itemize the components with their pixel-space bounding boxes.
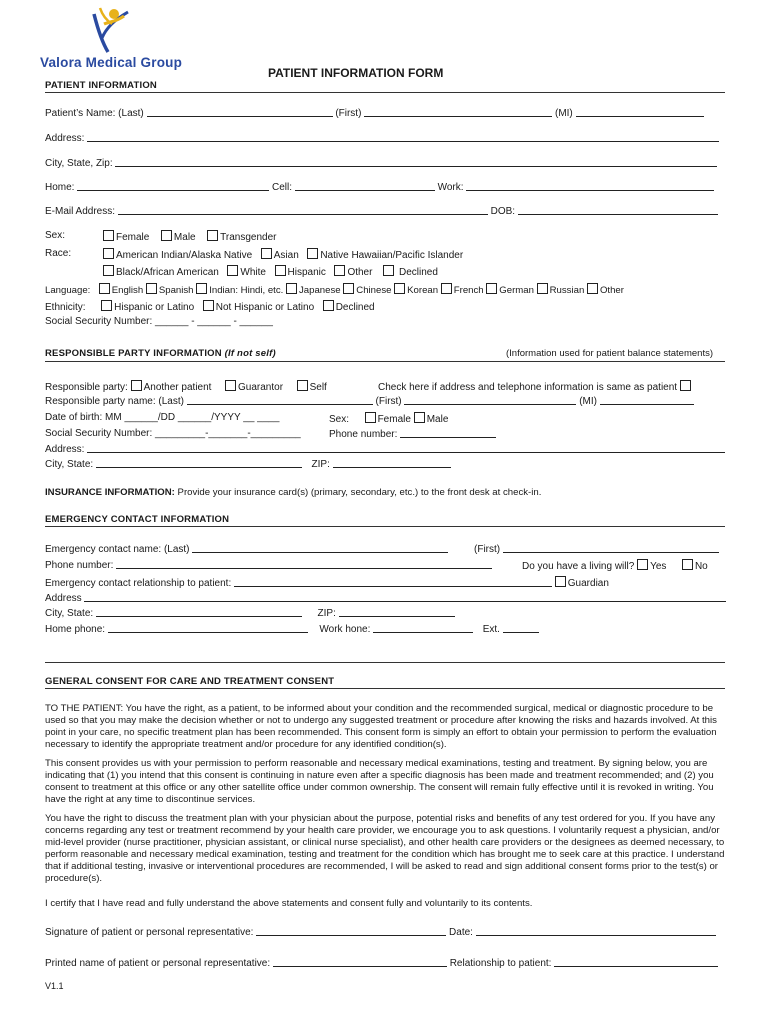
sex-male-checkbox[interactable] <box>161 230 172 241</box>
divider <box>45 662 725 663</box>
divider <box>45 92 725 93</box>
ec-address-label: Address <box>45 593 82 604</box>
language-korean-checkbox[interactable] <box>394 283 405 294</box>
address-label: Address: <box>45 133 85 144</box>
signature-label: Signature of patient or personal representative: <box>45 927 254 938</box>
ethnicity-declined-checkbox[interactable] <box>323 300 334 311</box>
version-label: V1.1 <box>45 981 64 991</box>
form-title: PATIENT INFORMATION FORM <box>268 66 444 80</box>
guardian-label: Guardian <box>567 578 609 589</box>
rp-sex-male-checkbox[interactable] <box>414 412 425 423</box>
ec-phone-field[interactable] <box>116 559 492 569</box>
patient-first-name-field[interactable] <box>364 107 552 117</box>
rp-sex-option-label: Male <box>426 414 449 425</box>
living-will-label: Do you have a living will? <box>522 561 635 572</box>
race-white-checkbox[interactable] <box>227 265 238 276</box>
party-self-checkbox[interactable] <box>297 380 308 391</box>
patient-mi-label: (MI) <box>554 108 573 119</box>
responsible-party-heading-note: (If not self) <box>224 348 276 359</box>
ec-work-phone-label: Work hone: <box>319 624 371 635</box>
rp-sex-label: Sex: <box>329 414 350 425</box>
language-other-checkbox[interactable] <box>587 283 598 294</box>
emergency-heading: EMERGENCY CONTACT INFORMATION <box>45 514 230 525</box>
ec-name-label: Emergency contact name: (Last) <box>45 544 190 555</box>
ethnicity-option-label: Not Hispanic or Latino <box>215 302 315 313</box>
sex-option-label: Female <box>116 232 150 243</box>
ec-ext-field[interactable] <box>503 623 539 633</box>
cell-phone-field[interactable] <box>295 181 435 191</box>
patient-info-heading: PATIENT INFORMATION <box>45 80 157 91</box>
language-option-label: German <box>499 285 534 296</box>
ethnicity-option-label: Declined <box>335 302 375 313</box>
ec-home-phone-label: Home phone: <box>45 624 106 635</box>
race-option-label: Black/African American <box>116 267 219 278</box>
divider <box>45 688 725 689</box>
living-will-option-label: No <box>694 561 708 572</box>
living-will-option-label: Yes <box>650 561 667 572</box>
rp-phone-field[interactable] <box>400 428 496 438</box>
language-option-label: English <box>111 285 144 296</box>
rp-first-label: (First) <box>375 396 402 407</box>
ec-zip-field[interactable] <box>339 607 455 617</box>
party-another-patient-checkbox[interactable] <box>131 380 142 391</box>
ec-first-label: (First) <box>474 544 501 555</box>
rp-ssn-field[interactable]: Social Security Number: _________-_______-_________ <box>45 428 301 439</box>
rp-city-field[interactable] <box>96 458 302 468</box>
ec-city-label: City, State: <box>45 608 94 619</box>
rp-address-field[interactable] <box>87 443 725 453</box>
patient-name-row <box>45 107 704 120</box>
signature-field[interactable] <box>256 926 446 936</box>
home-phone-label: Home: <box>45 182 75 193</box>
race-label: Race: <box>45 248 72 259</box>
rp-dob-field[interactable]: Date of birth: MM ______/DD ______/YYYY __ ____ <box>45 412 280 423</box>
ec-relationship-field[interactable] <box>234 577 552 587</box>
responsible-party-heading: RESPONSIBLE PARTY INFORMATION (If not self) <box>45 348 276 359</box>
ec-home-phone-field[interactable] <box>108 623 308 633</box>
race-option-label: Asian <box>273 250 299 261</box>
language-russian-checkbox[interactable] <box>537 283 548 294</box>
race-option-label: American Indian/Alaska Native <box>116 250 253 261</box>
city-state-zip-label: City, State, Zip: <box>45 158 113 169</box>
language-option-label: Korean <box>407 285 439 296</box>
language-english-checkbox[interactable] <box>99 283 110 294</box>
rp-mi-label: (MI) <box>579 396 597 407</box>
ec-address-field[interactable] <box>84 592 726 602</box>
ssn-label: Social Security Number: <box>45 316 153 327</box>
relationship-label: Relationship to patient: <box>449 958 552 969</box>
language-option-label: Russian <box>549 285 585 296</box>
race-option-label: Other <box>347 267 373 278</box>
sex-transgender-checkbox[interactable] <box>207 230 218 241</box>
party-option-label: Another patient <box>143 382 212 393</box>
party-option-label: Self <box>309 382 327 393</box>
ec-phone-label: Phone number: <box>45 560 114 571</box>
same-address-label: Check here if address and telephone information is same as patient <box>378 382 678 393</box>
work-phone-field[interactable] <box>466 181 714 191</box>
ec-work-phone-field[interactable] <box>373 623 473 633</box>
ssn-field[interactable]: ______ - ______ - ______ <box>155 316 273 327</box>
patient-name-label: Patient’s Name: (Last) <box>45 108 144 119</box>
language-label: Language: <box>45 285 91 296</box>
ethnicity-not-hispanic-checkbox[interactable] <box>203 300 214 311</box>
rp-name-label: Responsible party name: (Last) <box>45 396 184 407</box>
ec-ext-label: Ext. <box>482 624 500 635</box>
rp-phone-label: Phone number: <box>329 429 398 440</box>
language-chinese-checkbox[interactable] <box>343 283 354 294</box>
language-japanese-checkbox[interactable] <box>286 283 297 294</box>
work-phone-label: Work: <box>437 182 464 193</box>
city-state-zip-field[interactable] <box>115 157 717 167</box>
race-option-label: White <box>240 267 266 278</box>
race-declined-checkbox[interactable] <box>383 265 394 276</box>
sex-option-label: Male <box>173 232 196 243</box>
date-field[interactable] <box>476 926 716 936</box>
divider <box>45 526 725 527</box>
race-black-checkbox[interactable] <box>103 265 114 276</box>
rp-zip-field[interactable] <box>333 458 451 468</box>
race-american-indian-checkbox[interactable] <box>103 248 114 259</box>
ec-first-name-field[interactable] <box>503 543 719 553</box>
sex-label: Sex: <box>45 230 66 241</box>
ec-zip-label: ZIP: <box>317 608 336 619</box>
rp-last-name-field[interactable] <box>187 395 373 405</box>
race-asian-checkbox[interactable] <box>261 248 272 259</box>
patient-mi-field[interactable] <box>576 107 704 117</box>
valora-figure-logo-icon <box>88 4 132 54</box>
printed-name-label: Printed name of patient or personal representative: <box>45 958 271 969</box>
same-address-checkbox[interactable] <box>680 380 691 391</box>
language-option-label: French <box>453 285 484 296</box>
ethnicity-label: Ethnicity: <box>45 302 86 313</box>
race-hispanic-checkbox[interactable] <box>275 265 286 276</box>
consent-paragraph-2: This consent provides us with your permission to perform reasonable and necessary medical examinations, testing and treatment. By signing below, you are indicating that (1) you intend that this consent is continuing in nature even after a specific diagnosis has been made and treatment recommended; and (2) you consent to treatment at this office or any other satellite office under common ownership. The consent will remain fully effective until it is revoked in writing. You have the right at any time to discontinue services. <box>45 758 714 805</box>
patient-first-label: (First) <box>335 108 362 119</box>
language-spanish-checkbox[interactable] <box>146 283 157 294</box>
language-option-label: Other <box>599 285 624 296</box>
date-label: Date: <box>449 927 473 938</box>
address-field[interactable] <box>87 132 719 142</box>
living-will-no-checkbox[interactable] <box>682 559 693 570</box>
rp-first-name-field[interactable] <box>404 395 576 405</box>
party-guarantor-checkbox[interactable] <box>225 380 236 391</box>
consent-paragraph-3: You have the right to discuss the treatment plan with your physician about the purpose, potential risks and benefits of any test ordered for you. If you have any concerns regarding any test or treatment recommend by your health care provider, we encourage you to ask questions. I voluntarily request a physician, and/or mid-level provider (nurse practitioner, physician assistant, or clinical nurse specialist), and other health care providers or the designees as deemed necessary, to perform reasonable and necessary medical examination, testing and treatment for the condition which has brought me to seek care at this practice. I understand that if additional testing, invasive or interventional procedures are recommended, I will be asked to read and sign additional consent forms prior to the test(s) or procedure(s). <box>45 813 725 884</box>
party-option-label: Guarantor <box>238 382 284 393</box>
printed-name-field[interactable] <box>273 957 447 967</box>
dob-field[interactable] <box>518 205 718 215</box>
email-field[interactable] <box>118 205 488 215</box>
rp-zip-label: ZIP: <box>311 459 330 470</box>
rp-sex-option-label: Female <box>377 414 411 425</box>
rp-city-label: City, State: <box>45 459 94 470</box>
race-option-label: Native Hawaiian/Pacific Islander <box>320 250 464 261</box>
race-option-label: Declined <box>399 267 438 278</box>
consent-paragraph-1: TO THE PATIENT: You have the right, as a patient, to be informed about your condition and the recommended surgical, medical or diagnostic procedure to be used so that you may make the decision whether or not to undergo any suggested treatment or procedure after knowing the risks and hazards involved. At this point in your care, no specific treatment plan has been recommended. This consent form is simply an effort to obtain your permission to perform the evaluation necessary to identify the appropriate treatment and/or procedure for any identified condition(s). <box>45 703 717 750</box>
language-option-label: Spanish <box>158 285 194 296</box>
divider <box>45 361 725 362</box>
rp-mi-field[interactable] <box>600 395 694 405</box>
ec-city-field[interactable] <box>96 607 302 617</box>
cell-phone-label: Cell: <box>272 182 293 193</box>
ethnicity-option-label: Hispanic or Latino <box>114 302 195 313</box>
language-option-label: Japanese <box>299 285 341 296</box>
rp-sex-female-checkbox[interactable] <box>365 412 376 423</box>
living-will-yes-checkbox[interactable] <box>637 559 648 570</box>
ec-relationship-label: Emergency contact relationship to patient: <box>45 578 232 589</box>
rp-address-label: Address: <box>45 444 85 455</box>
insurance-heading: INSURANCE INFORMATION: <box>45 487 175 498</box>
org-name: Valora Medical Group <box>40 55 183 70</box>
guardian-checkbox[interactable] <box>555 576 566 587</box>
email-label: E-Mail Address: <box>45 206 116 217</box>
balance-statement-note: (Information used for patient balance statements) <box>506 348 714 359</box>
insurance-text: Provide your insurance card(s) (primary, secondary, etc.) to the front desk at check-in. <box>177 487 542 498</box>
language-german-checkbox[interactable] <box>486 283 497 294</box>
consent-heading: GENERAL CONSENT FOR CARE AND TREATMENT CONSENT <box>45 676 335 687</box>
dob-label: DOB: <box>490 206 516 217</box>
relationship-field[interactable] <box>554 957 718 967</box>
race-other-checkbox[interactable] <box>334 265 345 276</box>
language-french-checkbox[interactable] <box>441 283 452 294</box>
consent-paragraph-4: I certify that I have read and fully understand the above statements and consent fully and voluntarily to its contents. <box>45 898 533 909</box>
language-option-label: Indian: Hindi, etc. <box>209 285 284 296</box>
sex-female-checkbox[interactable] <box>103 230 114 241</box>
home-phone-field[interactable] <box>77 181 269 191</box>
language-option-label: Chinese <box>356 285 392 296</box>
ec-last-name-field[interactable] <box>192 543 448 553</box>
race-option-label: Hispanic <box>287 267 326 278</box>
race-native-hawaiian-checkbox[interactable] <box>307 248 318 259</box>
ethnicity-hispanic-checkbox[interactable] <box>101 300 112 311</box>
language-hindi-checkbox[interactable] <box>196 283 207 294</box>
sex-option-label: Transgender <box>220 232 277 243</box>
patient-last-name-field[interactable] <box>147 107 333 117</box>
responsible-party-label: Responsible party: <box>45 382 128 393</box>
